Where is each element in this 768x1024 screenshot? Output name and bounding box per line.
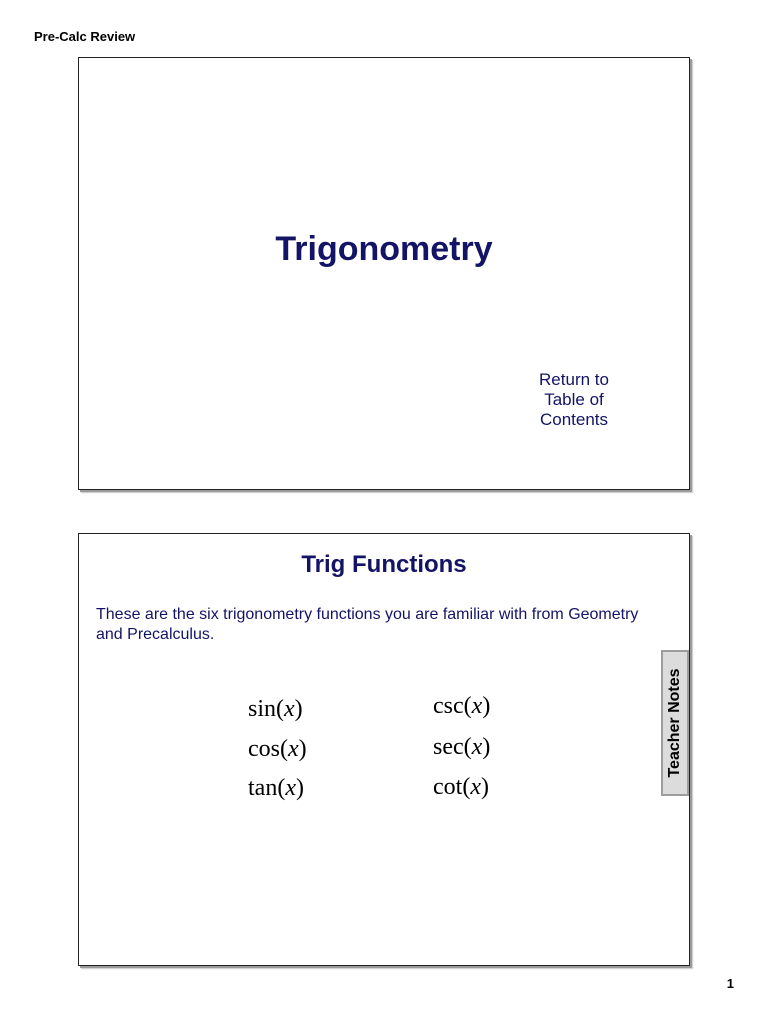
return-to-contents-link[interactable] [519,370,629,430]
page-number: 1 [726,976,734,991]
function-sin: sin(x) [248,696,303,722]
document-header: Pre-Calc Review [34,29,136,44]
slide-trig-functions [78,533,690,966]
slide-title: Trigonometry [275,230,493,268]
link-line: Table of [544,390,604,409]
function-arg: x [471,693,483,719]
teacher-notes-tab[interactable] [661,650,689,796]
slide-title: Trig Functions [301,551,467,578]
function-arg: x [284,696,295,722]
function-arg: x [285,775,296,801]
function-cos: cos(x) [248,736,307,762]
function-arg: x [470,774,481,800]
function-arg: x [288,736,299,762]
function-name: tan [248,775,278,801]
function-tan: tan(x) [248,775,304,801]
link-line: Contents [539,410,609,429]
function-name: sec [433,734,464,760]
function-name: sin [248,696,277,722]
slide-trigonometry [78,57,690,490]
function-arg: x [471,734,483,760]
function-cot: cot(x) [433,774,489,800]
function-csc: csc(x) [433,693,491,719]
function-sec: sec(x) [433,734,491,760]
slide-intro-text: These are the six trigonometry functions you are familiar with from Geometry and Precalculus. [96,606,639,643]
link-line: Return to [539,370,609,389]
function-name: cos [248,736,280,762]
function-name: csc [433,693,464,719]
teacher-notes-label: Teacher Notes [666,668,683,778]
function-name: cot [433,774,463,800]
